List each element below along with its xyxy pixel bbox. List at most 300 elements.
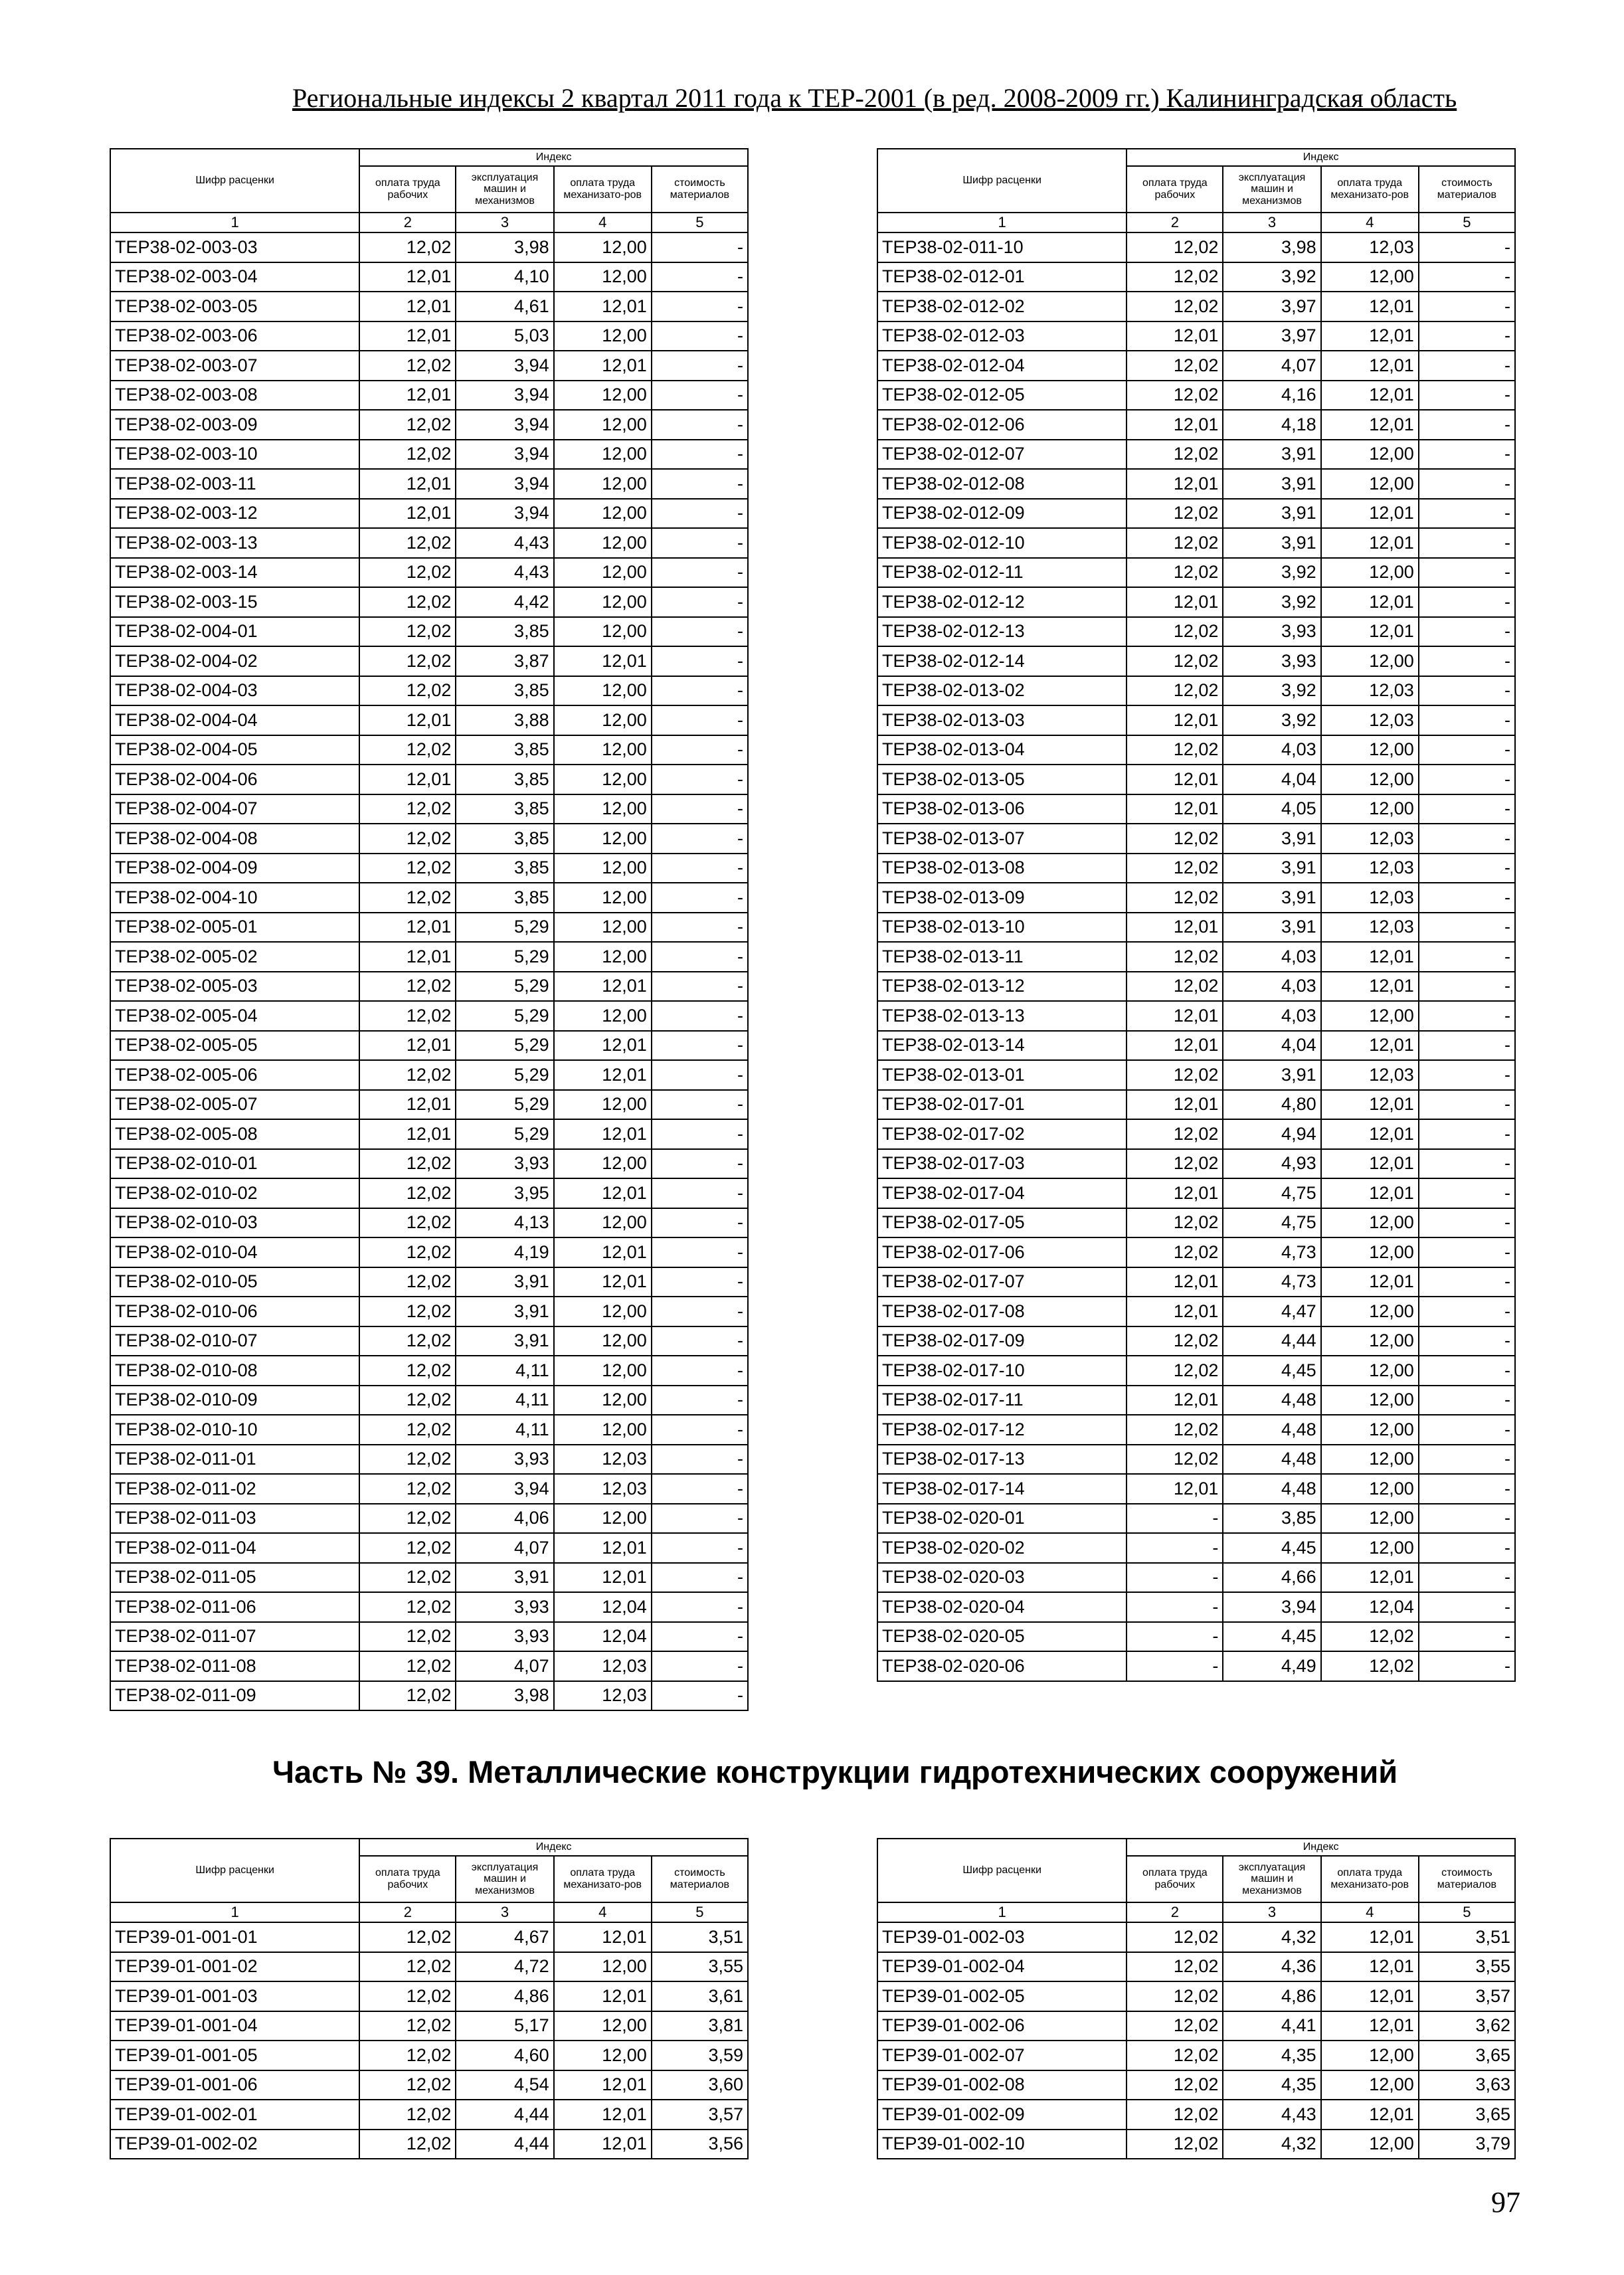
index-value-cell: 12,00 [554,1149,652,1179]
rate-code-cell: ТЕР38-02-011-08 [110,1651,359,1681]
table-row [877,2041,1515,2070]
index-value-cell: 12,03 [1321,854,1419,883]
index-value-cell: 4,06 [456,1504,553,1534]
table-row [877,2070,1515,2100]
index-value-cell: 5,29 [456,913,553,943]
index-value-cell: 12,02 [359,1533,456,1563]
index-value-cell: 3,92 [1223,558,1320,588]
table-row [877,410,1515,440]
table-row [110,824,748,854]
index-value-cell: - [1419,1386,1515,1415]
column-number: 4 [1321,1902,1419,1922]
index-value-cell: 3,85 [456,794,553,824]
index-value-cell: 12,00 [554,765,652,794]
index-value-cell: 4,60 [456,2041,553,2070]
table-row [877,913,1515,943]
table-row [110,1326,748,1356]
index-value-cell: 12,01 [1127,1297,1223,1326]
index-value-cell: 12,02 [359,1267,456,1297]
index-value-cell: 12,02 [1127,1237,1223,1267]
rate-code-cell: ТЕР39-01-002-08 [877,2070,1127,2100]
index-value-cell: 12,02 [1127,1356,1223,1386]
index-value-cell: 4,72 [456,1952,553,1982]
index-value-cell: 4,44 [1223,1326,1320,1356]
index-value-cell: 4,19 [456,1237,553,1267]
table-row [110,410,748,440]
table-row [110,262,748,292]
index-value-cell: 3,91 [1223,854,1320,883]
table-row [877,1952,1515,1982]
operators-column-header: оплата труда механизато-ров [1321,166,1419,213]
index-value-cell: 12,00 [554,824,652,854]
rate-code-cell: ТЕР38-02-005-02 [110,942,359,972]
index-value-cell: 12,00 [1321,1474,1419,1504]
index-value-cell: 4,75 [1223,1208,1320,1238]
index-value-cell: 12,01 [1321,617,1419,647]
index-value-cell: 12,02 [1127,1445,1223,1475]
column-number: 3 [1223,1902,1320,1922]
index-value-cell: - [1419,646,1515,676]
index-value-cell: - [1419,1178,1515,1208]
table-row [877,1001,1515,1031]
table-row [877,705,1515,735]
rate-code-cell: ТЕР38-02-003-12 [110,499,359,529]
index-value-cell: 12,02 [1127,1119,1223,1149]
index-value-cell: - [1419,1474,1515,1504]
rate-code-cell: ТЕР38-02-017-01 [877,1090,1127,1120]
index-value-cell: 12,01 [1321,1119,1419,1149]
table-row [110,1356,748,1386]
index-value-cell: - [1419,587,1515,617]
index-value-cell: 5,29 [456,1060,553,1090]
column-number: 3 [1223,213,1320,232]
index-value-cell: 12,02 [359,528,456,558]
index-value-cell: 3,85 [1223,1504,1320,1534]
index-value-cell: 12,02 [359,1922,456,1952]
index-value-cell: 4,43 [456,528,553,558]
materials-column-header: стоимость материалов [652,166,748,213]
table-row [877,942,1515,972]
labor-column-header: оплата труда рабочих [359,166,456,213]
index-value-cell: - [1419,1090,1515,1120]
index-value-cell: - [1419,1237,1515,1267]
table-row [877,292,1515,321]
index-table-bottom-left [110,1838,749,2159]
index-value-cell: 12,00 [1321,1356,1419,1386]
index-value-cell: 12,04 [554,1592,652,1622]
index-value-cell: 12,00 [554,1001,652,1031]
index-value-cell: - [652,1297,748,1326]
index-value-cell: 12,02 [1127,1952,1223,1982]
table-row [110,1592,748,1622]
table-row [877,558,1515,588]
index-value-cell: 12,00 [554,558,652,588]
index-group-header: Индекс [1127,149,1515,166]
index-value-cell: - [652,262,748,292]
index-value-cell: 3,55 [1419,1952,1515,1982]
index-group-header: Индекс [1127,1839,1515,1856]
index-value-cell: 12,02 [359,1474,456,1504]
rate-code-cell: ТЕР38-02-003-10 [110,440,359,470]
table-row [877,1326,1515,1356]
table-row [877,1090,1515,1120]
index-value-cell: 3,51 [1419,1922,1515,1952]
index-value-cell: - [652,1651,748,1681]
index-value-cell: 12,03 [1321,913,1419,943]
index-value-cell: - [652,617,748,647]
rate-code-cell: ТЕР38-02-010-02 [110,1178,359,1208]
index-value-cell: 12,00 [1321,646,1419,676]
index-value-cell: 12,01 [554,1031,652,1061]
rate-code-cell: ТЕР39-01-001-02 [110,1952,359,1982]
table-row [110,676,748,706]
index-value-cell: 12,00 [554,794,652,824]
index-value-cell: - [652,1356,748,1386]
index-value-cell: 12,00 [554,410,652,440]
index-value-cell: 3,63 [1419,2070,1515,2100]
table-row [877,1504,1515,1534]
table-row [110,1001,748,1031]
index-value-cell: 12,03 [554,1445,652,1475]
index-value-cell: 3,85 [456,765,553,794]
index-table-top-right [877,148,1516,1682]
index-value-cell: 12,01 [1127,765,1223,794]
column-number: 5 [1419,1902,1515,1922]
column-number: 5 [652,213,748,232]
table-row [110,1149,748,1179]
table-row [110,1952,748,1982]
column-number-row [110,1902,748,1922]
table-row [110,1622,748,1652]
table-row [110,1060,748,1090]
index-value-cell: 12,00 [554,469,652,499]
rate-code-cell: ТЕР38-02-020-05 [877,1622,1127,1652]
index-value-cell: 4,04 [1223,765,1320,794]
index-value-cell: 12,01 [1127,1267,1223,1297]
column-number: 4 [554,213,652,232]
index-value-cell: 12,01 [1127,1031,1223,1061]
rate-code-cell: ТЕР38-02-013-12 [877,972,1127,1002]
index-value-cell: - [652,765,748,794]
rate-code-cell: ТЕР39-01-001-03 [110,1981,359,2011]
index-value-cell: 3,94 [456,1474,553,1504]
index-value-cell: - [652,972,748,1002]
table-row [110,883,748,913]
column-number: 1 [110,213,359,232]
index-value-cell: 4,18 [1223,410,1320,440]
rate-code-cell: ТЕР39-01-002-07 [877,2041,1127,2070]
index-value-cell: - [652,440,748,470]
index-value-cell: 12,00 [1321,1297,1419,1326]
index-value-cell: 12,02 [359,1208,456,1238]
index-value-cell: - [652,1563,748,1593]
index-value-cell: 12,00 [1321,558,1419,588]
index-value-cell: 12,01 [1127,587,1223,617]
table-row [877,824,1515,854]
index-value-cell: 4,48 [1223,1445,1320,1475]
index-value-cell: 4,47 [1223,1297,1320,1326]
index-value-cell: - [652,351,748,381]
index-value-cell: - [652,1178,748,1208]
index-value-cell: 12,01 [554,292,652,321]
table-row [110,1563,748,1593]
table-row [877,2011,1515,2041]
index-value-cell: 12,02 [1127,558,1223,588]
table-row [110,1386,748,1415]
rate-code-cell: ТЕР38-02-012-02 [877,292,1127,321]
table-row [877,469,1515,499]
index-value-cell: - [652,321,748,351]
index-value-cell: - [1419,1149,1515,1179]
index-value-cell: 12,00 [554,528,652,558]
rate-code-cell: ТЕР38-02-005-03 [110,972,359,1002]
table-row [110,440,748,470]
index-value-cell: 12,02 [1127,1326,1223,1356]
index-value-cell: 3,85 [456,854,553,883]
table-row [110,942,748,972]
index-value-cell: 4,05 [1223,794,1320,824]
index-value-cell: - [1419,1001,1515,1031]
column-number: 1 [877,213,1127,232]
header-row [110,149,748,166]
table-row [877,1356,1515,1386]
labor-column-header: оплата труда рабочих [359,1856,456,1902]
index-value-cell: 12,01 [1127,705,1223,735]
index-value-cell: - [1419,1031,1515,1061]
rate-code-cell: ТЕР38-02-003-14 [110,558,359,588]
index-value-cell: - [1419,1533,1515,1563]
index-value-cell: 3,94 [456,410,553,440]
rate-code-cell: ТЕР38-02-020-02 [877,1533,1127,1563]
column-number: 3 [456,213,553,232]
rate-code-cell: ТЕР38-02-017-14 [877,1474,1127,1504]
index-value-cell: 12,04 [1321,1592,1419,1622]
index-value-cell: 12,00 [554,1952,652,1982]
index-value-cell: 3,93 [1223,617,1320,647]
index-value-cell: - [1419,558,1515,588]
index-table-bottom-right [877,1838,1516,2159]
index-value-cell: 12,00 [554,676,652,706]
table-row [110,1445,748,1475]
index-value-cell: 12,02 [1127,232,1223,262]
index-value-cell: 3,55 [652,1952,748,1982]
rate-code-cell: ТЕР38-02-017-05 [877,1208,1127,1238]
index-value-cell: 3,98 [456,232,553,262]
index-value-cell: 12,01 [554,1060,652,1090]
index-value-cell: 5,29 [456,1031,553,1061]
index-value-cell: 12,00 [554,440,652,470]
index-value-cell: 3,92 [1223,262,1320,292]
index-value-cell: 4,80 [1223,1090,1320,1120]
index-value-cell: 5,29 [456,1119,553,1149]
table-row [877,1178,1515,1208]
index-value-cell: 12,00 [554,735,652,765]
index-value-cell: - [652,1504,748,1534]
index-value-cell: 3,91 [1223,469,1320,499]
index-value-cell: 12,01 [1321,1178,1419,1208]
index-value-cell: 4,32 [1223,1922,1320,1952]
index-value-cell: 12,03 [1321,883,1419,913]
rate-code-cell: ТЕР38-02-010-01 [110,1149,359,1179]
machines-column-header: эксплуатация машин и механизмов [1223,1856,1320,1902]
index-value-cell: 3,97 [1223,292,1320,321]
index-value-cell: - [652,1267,748,1297]
index-value-cell: 12,01 [1321,528,1419,558]
index-value-cell: 5,03 [456,321,553,351]
table-row [877,1981,1515,2011]
index-value-cell: 12,01 [359,942,456,972]
index-value-cell: 12,02 [1127,292,1223,321]
rate-code-cell: ТЕР38-02-012-13 [877,617,1127,647]
index-value-cell: 3,91 [1223,440,1320,470]
rate-code-cell: ТЕР38-02-003-15 [110,587,359,617]
index-value-cell: 12,01 [1127,469,1223,499]
index-value-cell: 4,13 [456,1208,553,1238]
index-value-cell: 3,94 [1223,1592,1320,1622]
index-value-cell: 12,00 [1321,1208,1419,1238]
index-value-cell: 12,00 [554,262,652,292]
index-value-cell: 12,01 [1321,292,1419,321]
index-value-cell: - [652,942,748,972]
index-value-cell: 3,57 [652,2100,748,2130]
index-value-cell: - [652,913,748,943]
index-value-cell: 12,02 [1127,1922,1223,1952]
index-value-cell: 12,02 [359,1297,456,1326]
index-value-cell: 12,01 [1127,410,1223,440]
rate-code-cell: ТЕР38-02-012-14 [877,646,1127,676]
table-row [877,883,1515,913]
index-value-cell: - [1419,292,1515,321]
rate-code-cell: ТЕР38-02-005-05 [110,1031,359,1061]
index-value-cell: 12,00 [1321,765,1419,794]
index-value-cell: 4,11 [456,1415,553,1445]
index-value-cell: 12,02 [359,617,456,647]
rate-code-cell: ТЕР39-01-002-02 [110,2130,359,2159]
index-value-cell: 12,03 [1321,676,1419,706]
rate-code-cell: ТЕР38-02-010-07 [110,1326,359,1356]
index-value-cell: - [652,705,748,735]
index-value-cell: - [1419,1563,1515,1593]
index-value-cell: 3,60 [652,2070,748,2100]
index-value-cell: 12,01 [1321,1952,1419,1982]
index-value-cell: 3,91 [1223,499,1320,529]
index-value-cell: - [1419,262,1515,292]
rate-code-cell: ТЕР38-02-011-06 [110,1592,359,1622]
index-value-cell: - [1419,854,1515,883]
table-row [877,321,1515,351]
index-value-cell: 3,95 [456,1178,553,1208]
index-value-cell: 4,41 [1223,2011,1320,2041]
index-value-cell: 12,00 [554,705,652,735]
table-row [877,1267,1515,1297]
table-row [110,972,748,1002]
table-row [110,558,748,588]
index-value-cell: 4,45 [1223,1533,1320,1563]
materials-column-header: стоимость материалов [652,1856,748,1902]
index-value-cell: - [1419,351,1515,381]
rate-code-cell: ТЕР38-02-012-09 [877,499,1127,529]
index-value-cell: - [1419,410,1515,440]
index-value-cell: 12,02 [1127,1415,1223,1445]
index-value-cell: 12,01 [1127,1090,1223,1120]
index-value-cell: - [1419,1267,1515,1297]
table-row [110,1267,748,1297]
index-value-cell: 12,01 [1321,2100,1419,2130]
rate-code-cell: ТЕР39-01-002-09 [877,2100,1127,2130]
rate-code-cell: ТЕР38-02-017-06 [877,1237,1127,1267]
index-value-cell: 4,86 [456,1981,553,2011]
index-value-cell: 12,01 [359,321,456,351]
table-row [110,1681,748,1711]
column-number: 2 [1127,213,1223,232]
index-value-cell: 12,03 [1321,705,1419,735]
table-row [877,1622,1515,1652]
table-row [877,1563,1515,1593]
index-value-cell: 12,00 [1321,1237,1419,1267]
index-value-cell: - [652,1474,748,1504]
table-row [110,587,748,617]
index-value-cell: 12,01 [1321,1031,1419,1061]
rate-code-cell: ТЕР39-01-002-05 [877,1981,1127,2011]
index-value-cell: 12,01 [359,1119,456,1149]
index-value-cell: 12,00 [554,854,652,883]
index-table-top-left [110,148,749,1711]
index-value-cell: - [652,1415,748,1445]
index-value-cell: - [652,1001,748,1031]
index-value-cell: 12,00 [1321,262,1419,292]
index-value-cell: 12,01 [1321,1922,1419,1952]
table-row [877,676,1515,706]
index-value-cell: - [1419,440,1515,470]
index-value-cell: 12,02 [1127,735,1223,765]
index-value-cell: 4,35 [1223,2070,1320,2100]
index-value-cell: 3,92 [1223,705,1320,735]
index-value-cell: 4,03 [1223,942,1320,972]
index-value-cell: 4,48 [1223,1415,1320,1445]
index-value-cell: 12,00 [1321,1326,1419,1356]
table-row [110,2041,748,2070]
index-value-cell: 12,03 [1321,824,1419,854]
index-value-cell: 12,02 [1127,2070,1223,2100]
index-value-cell: 12,02 [359,1681,456,1711]
index-value-cell: 4,16 [1223,381,1320,410]
table-row [877,765,1515,794]
index-value-cell: 12,00 [1321,1533,1419,1563]
table-row [110,1297,748,1326]
index-value-cell: 4,86 [1223,1981,1320,2011]
index-value-cell: 3,85 [456,883,553,913]
index-value-cell: 12,02 [1127,942,1223,972]
index-value-cell: 12,02 [359,1326,456,1356]
rate-code-cell: ТЕР38-02-010-04 [110,1237,359,1267]
index-value-cell: 12,01 [1127,1386,1223,1415]
table-row [877,1208,1515,1238]
index-value-cell: 12,02 [359,972,456,1002]
rate-code-cell: ТЕР38-02-020-04 [877,1592,1127,1622]
index-value-cell: 4,73 [1223,1267,1320,1297]
index-value-cell: 3,88 [456,705,553,735]
index-value-cell: - [1419,705,1515,735]
index-value-cell: - [1419,1119,1515,1149]
index-value-cell: - [652,1149,748,1179]
rate-code-cell: ТЕР39-01-002-06 [877,2011,1127,2041]
index-value-cell: 12,00 [1321,2070,1419,2100]
index-value-cell: - [1419,1445,1515,1475]
rate-code-cell: ТЕР39-01-001-05 [110,2041,359,2070]
index-value-cell: 12,00 [554,913,652,943]
index-value-cell: 3,65 [1419,2100,1515,2130]
rate-code-cell: ТЕР38-02-011-07 [110,1622,359,1652]
